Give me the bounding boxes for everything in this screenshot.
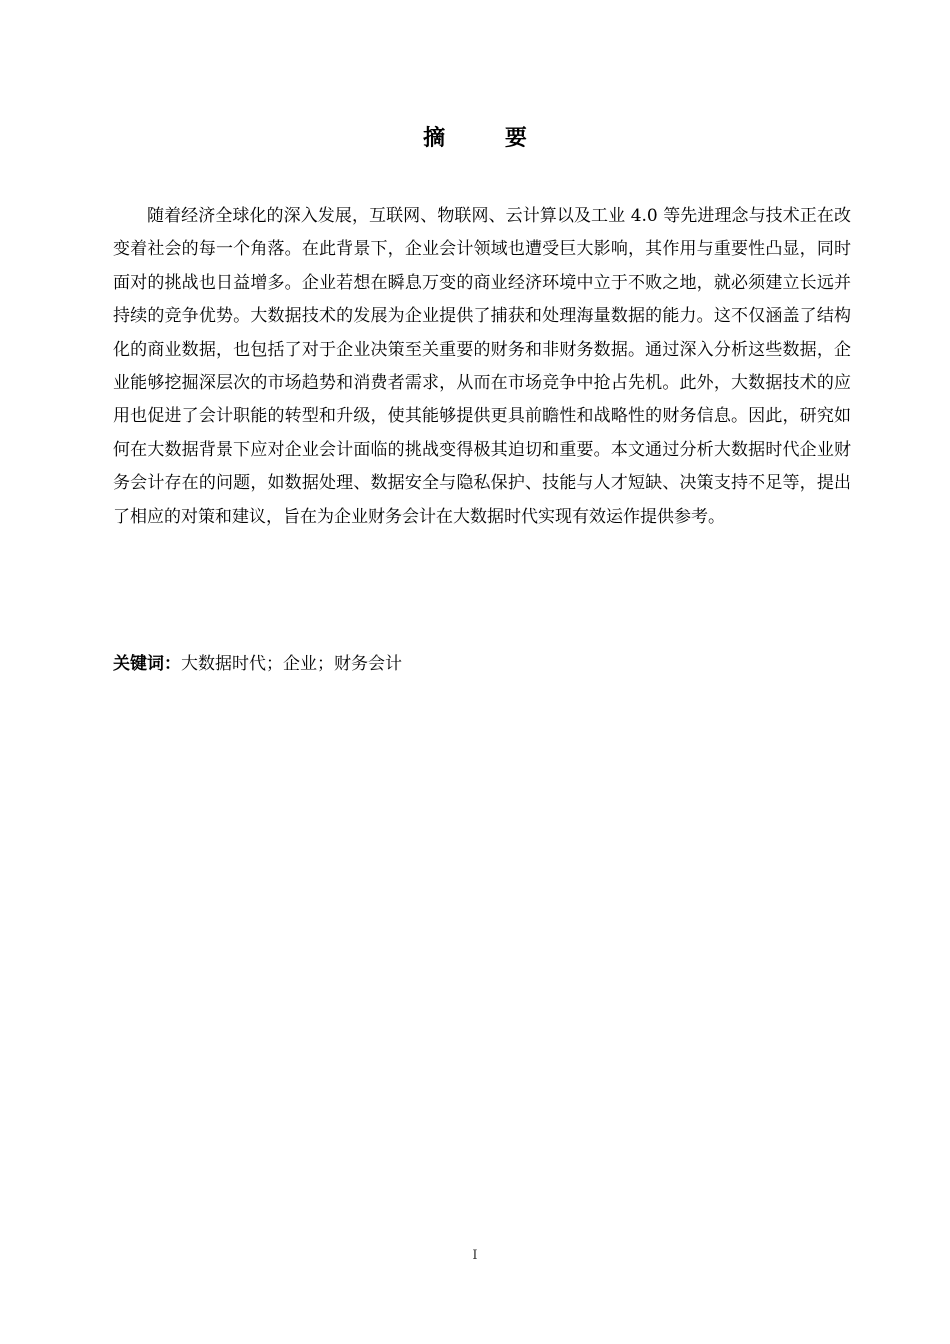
keywords-label: 关键词： bbox=[113, 654, 181, 674]
abstract-paragraph: 随着经济全球化的深入发展，互联网、物联网、云计算以及工业 4.0 等先进理念与技术正在改变着社会的每一个角落。在此背景下，企业会计领域也遭受巨大影响，其作用与重要性凸显，同时面对的挑战也日益增多。企业若想在瞬息万变的商业经济环境中立于不败之地，就必须建立长远并持续的竞争优势。大数据技术的发展为企业提供了捕获和处理海量数据的能力。这不仅涵盖了结构化的商业数据，也包括了对于企业决策至关重要的财务和非财务数据。通过深入分析这些数据，企业能够挖掘深层次的市场趋势和消费者需求，从而在市场竞争中抢占先机。此外，大数据技术的应用也促进了会计职能的转型和升级，使其能够提供更具前瞻性和战略性的财务信息。因此，研究如何在大数据背景下应对企业会计面临的挑战变得极其迫切和重要。本文通过分析大数据时代企业财务会计存在的问题，如数据处理、数据安全与隐私保护、技能与人才短缺、决策支持不足等，提出了相应的对策和建议，旨在为企业财务会计在大数据时代实现有效运作提供参考。 bbox=[113, 206, 851, 527]
page-number: I bbox=[472, 1248, 478, 1263]
keywords-values: 大数据时代；企业；财务会计 bbox=[181, 654, 402, 674]
abstract-title: 摘 要 bbox=[423, 125, 553, 151]
keywords-line bbox=[113, 648, 851, 681]
